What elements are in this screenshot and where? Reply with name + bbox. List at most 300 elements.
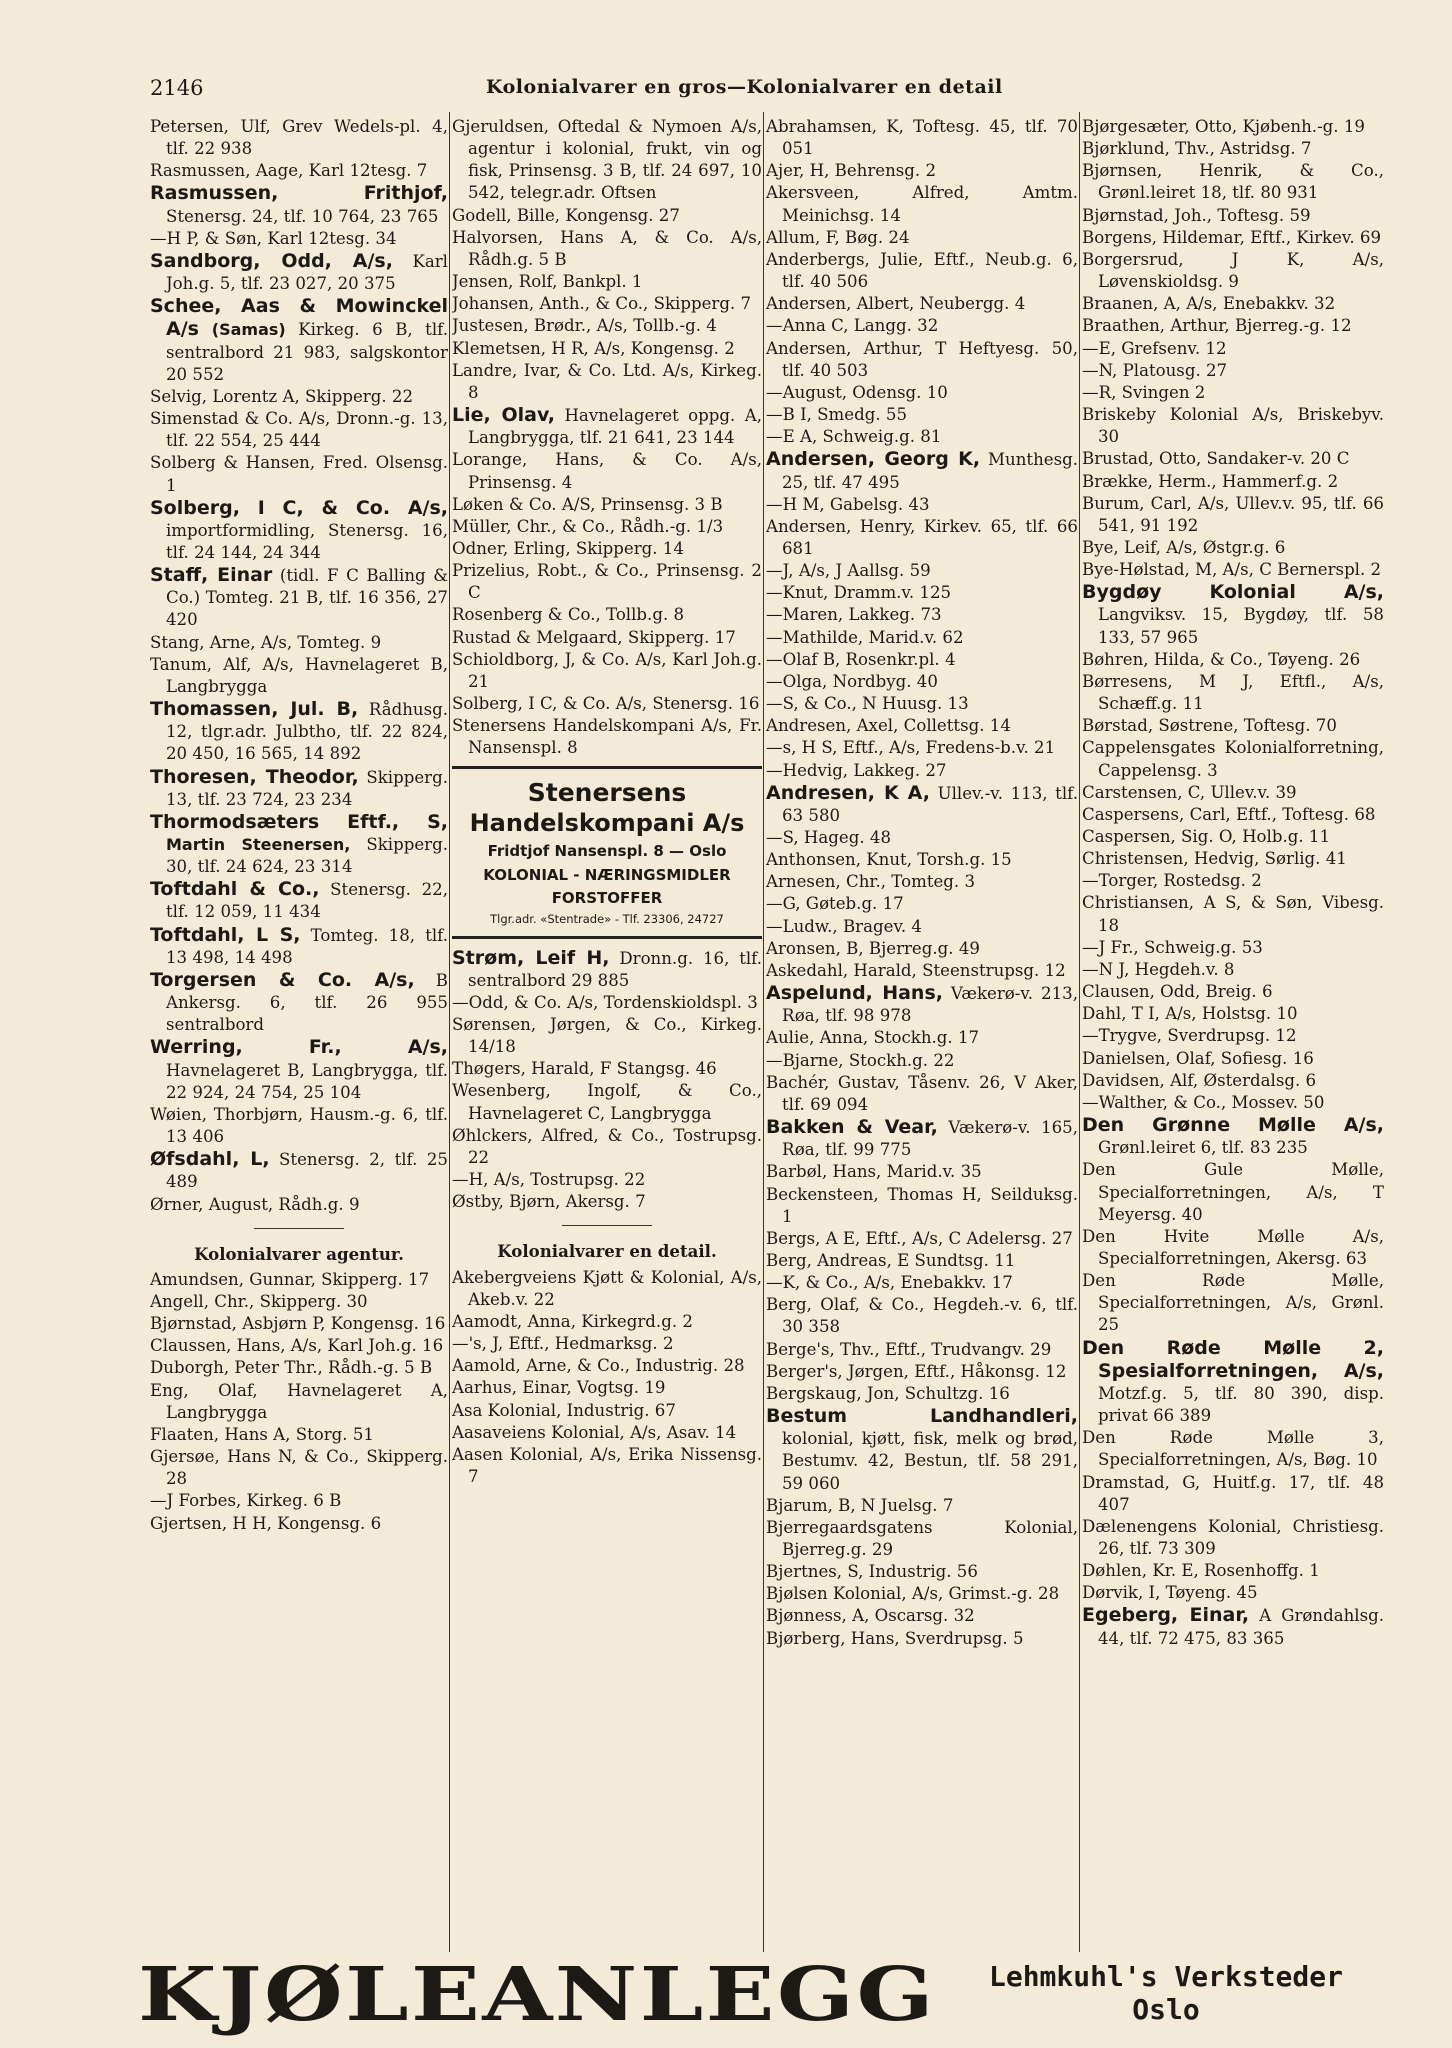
entry-text: Stang, Arne, A/s, Tomteg. 9 — [150, 632, 382, 652]
entry-text: Amundsen, Gunnar, Skipperg. 17 — [150, 1269, 430, 1289]
entry-text: Bjønness, A, Oscarsg. 32 — [766, 1606, 975, 1626]
entry-text: Askedahl, Harald, Steenstrupsg. 12 — [766, 960, 1066, 980]
directory-entry — [452, 560, 762, 604]
directory-entry — [452, 947, 762, 992]
entry-text: Caspersens, Carl, Eftf., Toftesg. 68 — [1082, 804, 1376, 824]
entry-text: Davidsen, Alf, Østerdalsg. 6 — [1082, 1070, 1317, 1090]
directory-entry — [150, 654, 448, 698]
entry-text: Den Gule Mølle, Specialforretningen, A/s, T Meyersg. 40 — [1082, 1160, 1384, 1224]
entry-text: Rosenberg & Co., Tollb.g. 8 — [452, 605, 685, 625]
directory-entry — [1082, 493, 1384, 537]
directory-entry — [1082, 1582, 1384, 1604]
directory-entry — [766, 1050, 1078, 1072]
entry-text: —H, A/s, Tostrupsg. 22 — [452, 1170, 646, 1190]
entry-text: —J Forbes, Kirkeg. 6 B — [150, 1491, 342, 1511]
directory-entry — [766, 227, 1078, 249]
ad-address: Fridtjof Nansenspl. 8 — Oslo — [487, 841, 727, 860]
directory-entry — [1082, 471, 1384, 493]
entry-text: Motzf.g. 5, tlf. 80 390, disp. privat 66 389 — [1098, 1383, 1384, 1426]
directory-entry — [452, 449, 762, 493]
entry-text: —s, H S, Eftf., A/s, Fredens-b.v. 21 — [766, 738, 1056, 758]
entry-text: Aasaveiens Kolonial, A/s, Asav. 14 — [452, 1422, 737, 1442]
entry-text: Christensen, Hedvig, Sørlig. 41 — [1082, 849, 1347, 869]
entry-text: Karl Joh.g. 5, tlf. 23 027, 20 375 — [166, 251, 448, 294]
directory-entry — [150, 1104, 448, 1148]
column-rule — [763, 112, 764, 1952]
entry-text: —Olaf B, Rosenkr.pl. 4 — [766, 649, 956, 669]
entry-text: —E A, Schweig.g. 81 — [766, 427, 942, 447]
directory-entry — [150, 564, 448, 631]
directory-entry — [766, 116, 1078, 160]
entry-name-bold: Staff, Einar — [150, 564, 273, 587]
entry-text: Bjølsen Kolonial, A/s, Grimst.-g. 28 — [766, 1584, 1060, 1604]
entry-text: Borgersrud, J K, A/s, Løvenskioldsg. 9 — [1082, 249, 1384, 292]
column-rule — [1079, 112, 1080, 1952]
directory-entry — [1082, 737, 1384, 781]
directory-entry — [1082, 315, 1384, 337]
entry-text: Solberg & Hansen, Fred. Olsensg. 1 — [150, 453, 448, 495]
entry-text: —S, & Co., N Huusg. 13 — [766, 694, 969, 714]
directory-entry — [452, 538, 762, 560]
directory-entry — [766, 293, 1078, 315]
directory-entry — [1082, 581, 1384, 648]
directory-entry — [452, 1422, 762, 1444]
directory-entry — [766, 1184, 1078, 1228]
directory-entry — [766, 960, 1078, 982]
directory-entry — [766, 1405, 1078, 1495]
directory-entry — [150, 632, 448, 654]
directory-entry — [766, 871, 1078, 893]
directory-entry — [1082, 1560, 1384, 1582]
entry-name-bold: Thormodsæters Eftf., S, — [150, 810, 448, 833]
entry-text: Bergs, A E, Eftf., A/s, C Adelersg. 27 — [766, 1228, 1073, 1248]
directory-entry — [1082, 227, 1384, 249]
directory-entry — [766, 582, 1078, 604]
entry-text: —N J, Hegdeh.v. 8 — [1082, 959, 1235, 979]
entry-text: Gjertsen, H H, Kongensg. 6 — [150, 1513, 382, 1533]
directory-entry — [452, 627, 762, 649]
directory-entry — [1082, 804, 1384, 826]
entry-text: Bjertnes, S, Industrig. 56 — [766, 1562, 978, 1582]
directory-entry — [150, 1269, 448, 1291]
entry-text: Andersen, Arthur, T Heftyesg. 50, tlf. 40 503 — [766, 338, 1078, 380]
entry-text: Angell, Chr., Skipperg. 30 — [150, 1291, 368, 1311]
directory-entry — [1082, 1003, 1384, 1025]
entry-text: Stenersg. 2, tlf. 25 489 — [166, 1150, 448, 1192]
entry-text: —Anna C, Langg. 32 — [766, 316, 939, 336]
entry-text: Jensen, Rolf, Bankpl. 1 — [452, 272, 643, 292]
entry-name-bold: Bygdøy Kolonial A/s, — [1082, 581, 1384, 604]
directory-entry — [150, 182, 448, 227]
ad-products-2: FORSTOFFER — [551, 888, 663, 907]
directory-entry — [1082, 1604, 1384, 1649]
directory-entry — [766, 827, 1078, 849]
entry-text: Ullev.-v. 113, tlf. 63 580 — [782, 783, 1078, 825]
directory-entry — [150, 766, 448, 811]
entry-text: Prizelius, Robt., & Co., Prinsensg. 2 C — [452, 561, 762, 603]
directory-entry — [452, 1125, 762, 1169]
directory-entry — [150, 452, 448, 496]
entry-name-bold: Aspelund, Hans, — [766, 982, 943, 1005]
directory-entry — [766, 693, 1078, 715]
column-1 — [150, 116, 448, 1946]
directory-entry — [766, 893, 1078, 915]
directory-entry — [1082, 537, 1384, 559]
entry-text: Aulie, Anna, Stockh.g. 17 — [766, 1028, 980, 1048]
directory-entry — [452, 1333, 762, 1355]
directory-entry — [1082, 1025, 1384, 1047]
entry-text: Solberg, I C, & Co. A/s, Stenersg. 16 — [452, 694, 760, 714]
entry-text: Claussen, Hans, A/s, Karl Joh.g. 16 — [150, 1336, 444, 1356]
entry-text: —Olga, Nordbyg. 40 — [766, 671, 938, 691]
directory-entry — [150, 1036, 448, 1103]
directory-entry — [1082, 404, 1384, 448]
directory-entry — [150, 116, 448, 160]
directory-entry — [766, 737, 1078, 759]
entry-text: Vækerø-v. 165, Røa, tlf. 99 775 — [782, 1118, 1078, 1160]
entry-text: Bjørnstad, Asbjørn P, Kongensg. 16 — [150, 1314, 446, 1334]
entry-text: —Bjarne, Stockh.g. 22 — [766, 1050, 955, 1070]
entry-text: Clausen, Odd, Breig. 6 — [1082, 982, 1273, 1002]
directory-entry — [1082, 848, 1384, 870]
directory-entry — [452, 649, 762, 693]
directory-entry — [1082, 205, 1384, 227]
entry-text: —'s, J, Eftf., Hedmarksg. 2 — [452, 1334, 674, 1354]
directory-entry — [766, 1294, 1078, 1338]
entry-text: Selvig, Lorentz A, Skipperg. 22 — [150, 386, 414, 406]
directory-entry — [452, 604, 762, 626]
entry-text: Bjørnstad, Joh., Toftesg. 59 — [1082, 205, 1311, 225]
directory-entry — [1082, 1516, 1384, 1560]
directory-entry — [766, 1517, 1078, 1561]
entry-text: Stenersg. 24, tlf. 10 764, 23 765 — [166, 206, 439, 226]
entry-text: Flaaten, Hans A, Storg. 51 — [150, 1424, 374, 1444]
directory-entry — [150, 408, 448, 452]
directory-entry — [766, 1339, 1078, 1361]
directory-entry — [766, 782, 1078, 827]
directory-entry — [1082, 1159, 1384, 1225]
entry-text: Berg, Andreas, E Sundtsg. 11 — [766, 1250, 1016, 1270]
column-4 — [1082, 116, 1384, 1946]
directory-entry — [452, 1191, 762, 1213]
entry-text: Duborgh, Peter Thr., Rådh.-g. 5 B — [150, 1358, 433, 1378]
directory-entry — [1082, 293, 1384, 315]
entry-text: Borgens, Hildemar, Eftf., Kirkev. 69 — [1082, 227, 1382, 247]
directory-entry — [150, 1490, 448, 1512]
entry-text: Den Røde Mølle, Specialforretningen, A/s, Grønl. 25 — [1082, 1271, 1384, 1335]
entry-text: Bjerregaardsgatens Kolonial, Bjerreg.g. 29 — [766, 1517, 1078, 1559]
entry-name-bold: Schee, Aas & Mowinckel A/s — [150, 295, 448, 341]
entry-text: Grønl.leiret 6, tlf. 83 235 — [1098, 1138, 1308, 1158]
directory-entry — [766, 1495, 1078, 1517]
separator-rule — [562, 1225, 652, 1226]
directory-entry — [766, 1027, 1078, 1049]
directory-entry — [452, 992, 762, 1014]
entry-text: Andersen, Henry, Kirkev. 65, tlf. 66 681 — [766, 516, 1078, 558]
entry-text: —Mathilde, Marid.v. 62 — [766, 627, 964, 647]
entry-subname-bold: Martin Steenersen, — [166, 835, 351, 854]
entry-name-bold: Thoresen, Theodor, — [150, 765, 359, 788]
directory-entry — [766, 1361, 1078, 1383]
column-rule — [449, 112, 450, 1952]
directory-entry — [766, 426, 1078, 448]
entry-text: —Walther, & Co., Mossev. 50 — [1082, 1092, 1325, 1112]
directory-entry — [452, 1014, 762, 1058]
entry-text: Christiansen, A S, & Søn, Vibesg. 18 — [1082, 893, 1384, 935]
page-number: 2146 — [150, 76, 204, 100]
directory-entry — [1082, 1114, 1384, 1159]
directory-entry — [150, 1357, 448, 1379]
entry-text: Simenstad & Co. A/s, Dronn.-g. 13, tlf. 22 554, 25 444 — [150, 409, 448, 451]
directory-entry — [452, 1377, 762, 1399]
directory-entry — [150, 1148, 448, 1193]
entry-text: Aasen Kolonial, A/s, Erika Nissensg. 7 — [452, 1444, 762, 1486]
directory-entry — [452, 315, 762, 337]
directory-entry — [1082, 360, 1384, 382]
directory-entry — [766, 494, 1078, 516]
entry-text: Halvorsen, Hans A, & Co. A/s, Rådh.g. 5 B — [452, 227, 762, 269]
entry-name-bold: Egeberg, Einar, — [1082, 1604, 1250, 1627]
directory-entry — [150, 698, 448, 765]
entry-text: Bjørnsen, Henrik, & Co., Grønl.leiret 18, tlf. 80 931 — [1082, 161, 1384, 203]
directory-entry — [452, 693, 762, 715]
entry-text: Tomteg. 18, tlf. 13 498, 14 498 — [166, 925, 448, 967]
entry-text: —E, Grefsenv. 12 — [1082, 338, 1227, 358]
entry-text: Berge's, Thv., Eftf., Trudvangv. 29 — [766, 1339, 1052, 1359]
entry-text: Petersen, Ulf, Grev Wedels-pl. 4, tlf. 22 938 — [150, 117, 448, 159]
directory-entry — [150, 1446, 448, 1490]
directory-entry — [452, 1058, 762, 1080]
entry-text: Abrahamsen, K, Toftesg. 45, tlf. 70 051 — [766, 117, 1078, 159]
directory-entry — [150, 924, 448, 969]
ad-products: KOLONIAL - NÆRINGSMIDLER — [483, 865, 731, 884]
entry-text: Odner, Erling, Skipperg. 14 — [452, 538, 684, 558]
entry-text: Stenersens Handelskompani A/s, Fr. Nansenspl. 8 — [452, 716, 762, 758]
entry-text: Allum, F, Bøg. 24 — [766, 227, 910, 247]
directory-entry — [1082, 448, 1384, 470]
directory-entry — [1082, 1472, 1384, 1516]
entry-text: Burum, Carl, A/s, Ullev.v. 95, tlf. 66 541, 91 192 — [1082, 493, 1384, 535]
entry-text: Dælenengens Kolonial, Christiesg. 26, tlf. 73 309 — [1082, 1516, 1384, 1558]
entry-text: Akersveen, Alfred, Amtm. Meinichsg. 14 — [766, 183, 1078, 225]
ad-telegraph: Tlgr.adr. «Stentrade» - Tlf. 23306, 24727 — [490, 911, 724, 926]
directory-entry — [452, 1355, 762, 1377]
entry-text: B Ankersg. 6, tlf. 26 955 sentralbord — [166, 970, 448, 1035]
entry-text: Gjersøe, Hans N, & Co., Skipperg. 28 — [150, 1447, 448, 1489]
entry-text: Landre, Ivar, & Co. Ltd. A/s, Kirkeg. 8 — [452, 360, 762, 402]
directory-entry — [766, 1583, 1078, 1605]
directory-entry — [452, 338, 762, 360]
directory-entry — [452, 516, 762, 538]
directory-entry — [1082, 338, 1384, 360]
separator-rule — [254, 1228, 344, 1229]
entry-name-bold: Sandborg, Odd, A/s, — [150, 249, 393, 272]
directory-entry — [766, 249, 1078, 293]
directory-entry — [766, 1383, 1078, 1405]
directory-entry — [766, 1116, 1078, 1161]
advertisement-stenersens — [452, 766, 762, 939]
entry-name-bold: Den Røde Mølle 2, Spesialforretningen, A/s, — [1082, 1336, 1384, 1382]
directory-entry — [150, 1380, 448, 1424]
entry-text: Rasmussen, Aage, Karl 12tesg. 7 — [150, 161, 428, 181]
directory-entry — [1082, 1427, 1384, 1471]
entry-name-bold: Solberg, I C, & Co. A/s, — [150, 496, 448, 519]
entry-text: Skipperg. 13, tlf. 23 724, 23 234 — [166, 767, 448, 809]
entry-text: —B I, Smedg. 55 — [766, 405, 907, 425]
entry-text: Danielsen, Olaf, Sofiesg. 16 — [1082, 1048, 1314, 1068]
directory-entry — [766, 404, 1078, 426]
entry-text: Braathen, Arthur, Bjerreg.-g. 12 — [1082, 316, 1352, 336]
entry-text: Aamold, Arne, & Co., Industrig. 28 — [452, 1356, 745, 1376]
entry-text: Ajer, H, Behrensg. 2 — [766, 161, 937, 181]
page-header — [136, 76, 1310, 108]
bottom-advertisement — [136, 1952, 1376, 2040]
directory-entry — [1082, 892, 1384, 936]
directory-entry — [1082, 1070, 1384, 1092]
directory-entry — [1082, 249, 1384, 293]
directory-entry — [452, 1080, 762, 1124]
directory-entry — [1082, 1337, 1384, 1428]
directory-entry — [150, 1291, 448, 1313]
directory-entry — [766, 760, 1078, 782]
directory-entry — [452, 1267, 762, 1311]
entry-text: kolonial, kjøtt, fisk, melk og brød, Bestumv. 42, Bestun, tlf. 58 291, 59 060 — [782, 1429, 1078, 1493]
directory-entry — [452, 1444, 762, 1488]
directory-entry — [150, 386, 448, 408]
entry-text: Klemetsen, H R, A/s, Kongensg. 2 — [452, 338, 735, 358]
directory-entry — [1082, 1092, 1384, 1114]
entry-text: Schioldborg, J, & Co. A/s, Karl Joh.g. 21 — [452, 649, 762, 691]
entry-text: Cappelensgates Kolonialforretning, Cappelensg. 3 — [1082, 738, 1384, 780]
entry-text: Dramstad, G, Huitf.g. 17, tlf. 48 407 — [1082, 1472, 1384, 1514]
directory-entry — [766, 627, 1078, 649]
entry-text: —Knut, Dramm.v. 125 — [766, 583, 952, 603]
directory-entry — [150, 228, 448, 250]
entry-text: Berg, Olaf, & Co., Hegdeh.-v. 6, tlf. 30 358 — [766, 1295, 1078, 1337]
directory-entry — [766, 315, 1078, 337]
directory-entry — [150, 1313, 448, 1335]
entry-text: Aamodt, Anna, Kirkegrd.g. 2 — [452, 1311, 693, 1331]
entry-text: Godell, Bille, Kongensg. 27 — [452, 205, 680, 225]
entry-text: —Ludw., Bragev. 4 — [766, 916, 922, 936]
directory-entry — [452, 1169, 762, 1191]
entry-text: —Torger, Rostedsg. 2 — [1082, 871, 1262, 891]
entry-text: Bachér, Gustav, Tåsenv. 26, V Aker, tlf. 69 094 — [766, 1072, 1078, 1114]
entry-text: Wøien, Thorbjørn, Hausm.-g. 6, tlf. 13 406 — [150, 1104, 448, 1147]
entry-text: Briskeby Kolonial A/s, Briskebyv. 30 — [1082, 405, 1384, 447]
directory-entry — [1082, 382, 1384, 404]
entry-text: Wesenberg, Ingolf, & Co., Havnelageret C, Langbrygga — [452, 1081, 762, 1123]
entry-name-bold: Bestum Landhandleri, — [766, 1405, 1078, 1428]
directory-entry — [766, 560, 1078, 582]
entry-text: Johansen, Anth., & Co., Skipperg. 7 — [452, 294, 752, 314]
directory-entry — [150, 160, 448, 182]
ad-line-2: Handelskompani A/s — [469, 808, 745, 837]
entry-name-bold: Andresen, K A, — [766, 781, 930, 804]
entry-text: Aarhus, Einar, Vogtsg. 19 — [452, 1378, 666, 1398]
directory-entry — [766, 849, 1078, 871]
entry-text: Løken & Co. A/S, Prinsensg. 3 B — [452, 494, 723, 514]
directory-entry — [766, 516, 1078, 560]
entry-text: Bøhren, Hilda, & Co., Tøyeng. 26 — [1082, 649, 1361, 669]
directory-entry — [150, 250, 448, 295]
entry-text: Dørvik, I, Tøyeng. 45 — [1082, 1583, 1258, 1603]
entry-text: Skipperg. 30, tlf. 24 624, 23 314 — [166, 835, 448, 877]
directory-entry — [1082, 1226, 1384, 1270]
directory-entry — [766, 604, 1078, 626]
running-head: Kolonialvarer en gros—Kolonialvarer en detail — [486, 76, 1003, 98]
directory-entry — [1082, 870, 1384, 892]
directory-entry — [150, 969, 448, 1036]
entry-text: Bjørgesæter, Otto, Kjøbenh.-g. 19 — [1082, 117, 1365, 136]
directory-entry — [1082, 649, 1384, 671]
entry-text: Gjeruldsen, Oftedal & Nymoen A/s, agentur i kolonial, frukt, vin og fisk, Prinsensg. 3 B, tlf. 24 697, 10 542, telegr.adr. Oftsen — [452, 117, 762, 203]
entry-text: —Trygve, Sverdrupsg. 12 — [1082, 1026, 1297, 1046]
entry-text: —N, Platousg. 27 — [1082, 360, 1228, 380]
entry-text: Langviksv. 15, Bygdøy, tlf. 58 133, 57 965 — [1098, 605, 1384, 647]
directory-entry — [766, 1628, 1078, 1650]
entry-text: —K, & Co., A/s, Enebakkv. 17 — [766, 1273, 1013, 1293]
entry-text: —August, Odensg. 10 — [766, 382, 948, 402]
column-3 — [766, 116, 1078, 1946]
directory-entry — [766, 160, 1078, 182]
section-heading-detail: Kolonialvarer en detail. — [497, 1241, 717, 1262]
entry-text: —H M, Gabelsg. 43 — [766, 494, 930, 514]
entry-name-bold: Den Grønne Mølle A/s, — [1082, 1114, 1384, 1137]
entry-name-bold: Strøm, Leif H, — [452, 946, 610, 969]
directory-entry — [1082, 981, 1384, 1003]
entry-text: Bjørberg, Hans, Sverdrupsg. 5 — [766, 1628, 1024, 1648]
entry-text: Rustad & Melgaard, Skipperg. 17 — [452, 627, 736, 647]
directory-entry — [766, 382, 1078, 404]
directory-entry — [766, 338, 1078, 382]
directory-entry — [766, 1272, 1078, 1294]
entry-text: —H P, & Søn, Karl 12tesg. 34 — [150, 228, 397, 248]
entry-name-bold: Thomassen, Jul. B, — [150, 698, 359, 721]
directory-entry — [766, 1605, 1078, 1627]
entry-text: Berger's, Jørgen, Eftf., Håkonsg. 12 — [766, 1361, 1067, 1381]
entry-name-bold: Lie, Olav, — [452, 404, 556, 427]
entry-text: Tanum, Alf, A/s, Havnelageret B, Langbrygga — [150, 654, 448, 696]
entry-text: (tidl. F C Balling & Co.) Tomteg. 21 B, tlf. 16 356, 27 420 — [166, 566, 448, 630]
entry-name-bold: Andersen, Georg K, — [766, 448, 981, 471]
directory-entry — [150, 878, 448, 923]
directory-entry — [1082, 826, 1384, 848]
directory-entry — [1082, 559, 1384, 581]
entry-text: Bjarum, B, N Juelsg. 7 — [766, 1495, 954, 1515]
entry-name-bold: Torgersen & Co. A/s, — [150, 968, 415, 991]
directory-entry — [452, 227, 762, 271]
directory-entry — [150, 497, 448, 564]
entry-text: Øhlckers, Alfred, & Co., Tostrupsg. 22 — [452, 1125, 762, 1167]
entry-text: Stenersg. 22, tlf. 12 059, 11 434 — [166, 880, 448, 922]
directory-entry — [452, 1311, 762, 1333]
entry-text: —Odd, & Co. A/s, Tordenskioldspl. 3 — [452, 992, 758, 1012]
entry-text: Asa Kolonial, Industrig. 67 — [452, 1400, 676, 1420]
directory-entry — [766, 938, 1078, 960]
section-heading-agentur: Kolonialvarer agentur. — [194, 1243, 404, 1264]
directory-entry — [766, 715, 1078, 737]
directory-entry — [452, 271, 762, 293]
entry-text: Havnelageret B, Langbrygga, tlf. 22 924, 24 754, 25 104 — [166, 1060, 448, 1102]
entry-text: Døhlen, Kr. E, Rosenhoffg. 1 — [1082, 1561, 1320, 1581]
entry-name-bold: Toftdahl, L S, — [150, 923, 301, 946]
directory-entry — [1082, 116, 1384, 138]
directory-entry — [766, 448, 1078, 493]
directory-entry — [766, 671, 1078, 693]
directory-entry — [150, 1424, 448, 1446]
entry-text: Bye, Leif, A/s, Østgr.g. 6 — [1082, 537, 1286, 557]
